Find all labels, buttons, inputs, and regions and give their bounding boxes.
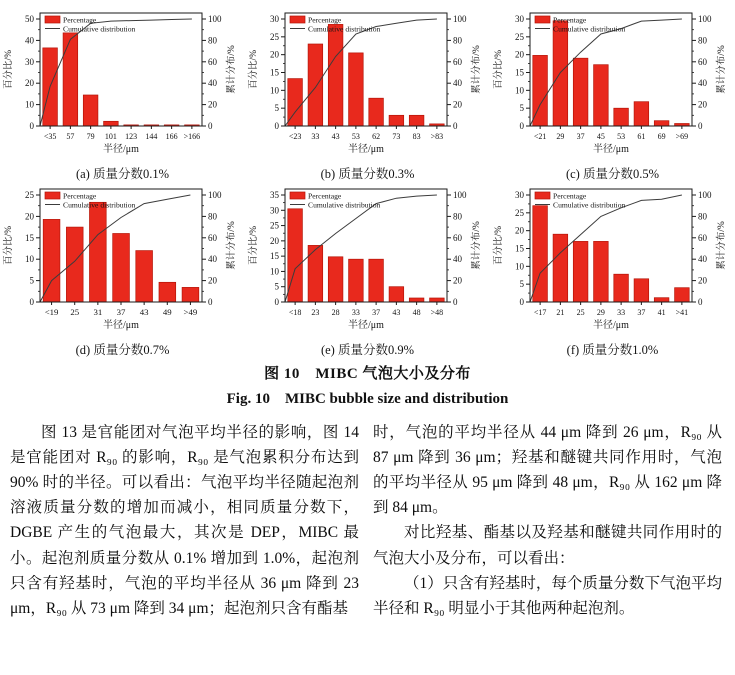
svg-text:15: 15 [270,251,279,262]
svg-text:>83: >83 [430,132,444,141]
panel-caption: (b) 质量分数0.3% [320,167,415,181]
svg-text:20: 20 [25,78,34,89]
svg-text:100: 100 [453,190,467,200]
svg-text:20: 20 [270,235,279,246]
paragraph: 图 13 是官能团对气泡平均半径的影响，图 14 是官能团对 R₉₀ 的影响，R₉₀ 是气泡累积分布达到 90% 时的半径。可以看出：气泡平均半径随起泡剂溶液质量分数的增加而减小，相同质量分数下，DGBE 产生的气泡最大，其次是 DEP，MIBC 最小。起泡剂质量分数从 0.1% 增加到 1.0%，起泡剂只含有羟基时，气泡的平均半径从 36 μm 降到 23 μm，R₉₀ 从 73 μm 降到 34 μm；起泡剂只含有酯基 [10,424,359,617]
left-axis-label: 百分比/% [249,225,259,266]
legend-bar-label: Percentage [308,191,342,201]
panel-caption: (a) 质量分数0.1% [75,167,170,181]
bar [113,234,130,303]
paragraph: 时，气泡的平均半径从 44 μm 降到 26 μm，R₉₀ 从 87 μm 降到 36 μm；羟基和醚键共同作用时，气泡的平均半径从 95 μm 降到 48 μm，R₉₀ 从 162 μm 降到 84 μm。 [373,424,722,517]
svg-text:25: 25 [576,308,585,317]
chart-panel-f [490,180,735,356]
svg-text:40: 40 [25,35,34,46]
svg-text:0: 0 [519,297,524,307]
bar [430,298,445,302]
svg-text:45: 45 [596,132,605,141]
svg-text:49: 49 [162,307,172,317]
svg-text:30: 30 [270,14,279,24]
svg-text:25: 25 [270,220,279,231]
svg-text:15: 15 [25,232,34,243]
svg-text:25: 25 [515,31,524,42]
legend-bar-label: Percentage [63,15,97,25]
bar-chart-c [490,4,735,166]
svg-text:57: 57 [66,132,75,141]
bar [675,288,690,302]
x-axis-label: 半径/μm [348,144,384,155]
svg-text:80: 80 [453,211,462,222]
legend-bar-label: Percentage [308,15,342,25]
svg-text:40: 40 [208,78,217,89]
svg-text:40: 40 [208,254,217,265]
left-axis-label: 百分比/% [249,49,259,90]
x-axis-label: 半径/μm [593,144,629,155]
chart-panel-e [245,180,490,356]
svg-text:20: 20 [698,99,707,110]
svg-text:62: 62 [372,132,381,141]
bar [614,274,629,302]
x-axis-label: 半径/μm [103,320,139,331]
svg-text:<21: <21 [533,132,547,141]
bar [328,24,343,126]
svg-text:10: 10 [515,85,524,96]
svg-text:0: 0 [29,121,34,131]
bar [573,58,588,126]
bar [594,65,609,126]
svg-text:60: 60 [698,232,707,243]
bar-chart-a [0,4,245,166]
svg-text:5: 5 [519,103,524,114]
right-axis-label: 累计分布/% [227,45,237,94]
paragraph: 对比羟基、酯基以及羟基和醚键共同作用时的气泡大小及分布，可以看出： [373,524,722,567]
svg-text:37: 37 [372,308,381,317]
svg-text:15: 15 [515,243,524,254]
right-axis-label: 累计分布/% [472,45,482,94]
svg-text:35: 35 [270,190,279,200]
svg-text:5: 5 [29,275,34,286]
svg-text:0: 0 [274,121,279,131]
svg-text:<17: <17 [533,308,547,317]
figure-caption-en: Fig. 10 MIBC bubble size and distribution [226,391,509,407]
svg-text:43: 43 [392,308,401,317]
svg-text:23: 23 [311,308,320,317]
bar [182,287,199,302]
svg-text:>166: >166 [183,132,201,141]
left-axis-label: 百分比/% [494,225,504,266]
panel-caption: (d) 质量分数0.7% [75,343,170,357]
svg-text:53: 53 [351,132,360,141]
svg-text:30: 30 [515,14,524,24]
bar [634,102,649,126]
svg-text:100: 100 [208,14,222,24]
bar [43,219,60,302]
svg-text:25: 25 [270,31,279,42]
panel-caption: (f) 质量分数1.0% [566,343,659,357]
svg-text:20: 20 [208,99,217,110]
svg-text:100: 100 [208,190,222,200]
bar [349,53,364,126]
svg-text:80: 80 [208,211,217,222]
svg-text:5: 5 [519,279,524,290]
chart-panel-c [490,4,735,180]
svg-text:80: 80 [698,35,707,46]
svg-text:10: 10 [25,99,34,110]
legend-bar-swatch [45,192,60,199]
bar [63,33,78,126]
svg-text:20: 20 [515,225,524,236]
svg-text:40: 40 [453,78,462,89]
paragraph: （1）只含有羟基时，每个质量分数下气泡平均半径和 R₉₀ 明显小于其他两种起泡剂。 [373,574,722,617]
legend-bar-swatch [45,16,60,23]
bar [409,298,424,302]
svg-text:28: 28 [331,308,340,317]
svg-text:79: 79 [86,132,95,141]
svg-text:10: 10 [25,254,34,265]
legend-line-label: Cumulative distribution [63,200,136,210]
svg-text:0: 0 [29,297,34,307]
svg-text:0: 0 [698,121,703,131]
svg-text:21: 21 [556,308,565,317]
svg-text:20: 20 [270,49,279,60]
bar [409,115,424,126]
svg-text:33: 33 [617,308,626,317]
svg-text:60: 60 [698,56,707,67]
bar [369,259,384,302]
svg-text:123: 123 [125,132,138,141]
legend-bar-label: Percentage [553,15,587,25]
svg-text:29: 29 [596,308,605,317]
svg-text:29: 29 [556,132,565,141]
svg-text:37: 37 [637,308,646,317]
legend-line-label: Cumulative distribution [308,24,381,34]
bar [614,108,629,126]
chart-panel-b [245,4,490,180]
svg-text:15: 15 [515,67,524,78]
svg-text:0: 0 [208,121,213,131]
svg-text:5: 5 [274,103,279,114]
legend-bar-label: Percentage [63,191,97,201]
svg-text:20: 20 [515,49,524,60]
bar [654,121,669,126]
svg-text:69: 69 [657,132,666,141]
left-axis-label: 百分比/% [4,49,14,90]
right-axis-label: 累计分布/% [472,221,482,270]
svg-text:0: 0 [698,297,703,307]
svg-text:20: 20 [453,275,462,286]
bar-chart-d [0,180,245,342]
svg-text:166: 166 [165,132,178,141]
bar [288,209,303,302]
svg-text:37: 37 [576,132,585,141]
svg-text:144: 144 [145,132,158,141]
svg-text:83: 83 [412,132,421,141]
legend-line-label: Cumulative distribution [553,200,626,210]
svg-text:25: 25 [70,307,80,317]
bar [308,44,323,126]
svg-text:40: 40 [698,254,707,265]
svg-text:10: 10 [515,261,524,272]
svg-text:60: 60 [208,56,217,67]
svg-text:100: 100 [453,14,467,24]
legend-bar-swatch [535,16,550,23]
bar [328,257,343,302]
legend-bar-swatch [535,192,550,199]
bar [136,251,153,302]
svg-text:25: 25 [515,207,524,218]
svg-text:30: 30 [515,190,524,200]
panel-caption: (c) 质量分数0.5% [565,167,660,181]
svg-text:100: 100 [698,190,712,200]
svg-text:30: 30 [270,205,279,216]
svg-text:48: 48 [412,308,421,317]
svg-text:10: 10 [270,85,279,96]
legend-line-label: Cumulative distribution [63,24,136,34]
svg-text:40: 40 [453,254,462,265]
svg-text:25: 25 [25,190,34,200]
svg-text:0: 0 [453,121,458,131]
legend-bar-label: Percentage [553,191,587,201]
svg-text:43: 43 [139,307,149,317]
svg-text:31: 31 [93,307,103,317]
bar-chart-e [245,180,490,342]
svg-text:20: 20 [453,99,462,110]
text-column-left [10,420,359,621]
x-axis-label: 半径/μm [103,144,139,155]
panel-caption: (e) 质量分数0.9% [320,343,415,357]
x-axis-label: 半径/μm [348,320,384,331]
svg-text:53: 53 [617,132,626,141]
chart-panel-a [0,4,245,180]
bar [553,234,568,302]
svg-text:60: 60 [453,56,462,67]
svg-text:0: 0 [208,297,213,307]
bar [573,241,588,302]
x-axis-label: 半径/μm [593,320,629,331]
svg-text:>49: >49 [183,307,198,317]
svg-text:20: 20 [208,275,217,286]
legend-bar-swatch [290,192,305,199]
bar [654,298,669,302]
text-column-right [373,420,722,621]
svg-text:15: 15 [270,67,279,78]
svg-text:60: 60 [453,232,462,243]
svg-text:80: 80 [698,211,707,222]
svg-text:20: 20 [25,211,34,222]
svg-text:<19: <19 [44,307,59,317]
legend-line-label: Cumulative distribution [308,200,381,210]
svg-text:43: 43 [331,132,340,141]
svg-text:37: 37 [116,307,126,317]
svg-text:33: 33 [311,132,320,141]
left-axis-label: 百分比/% [4,225,14,266]
svg-text:0: 0 [519,121,524,131]
bar [104,121,119,126]
chart-panel-d [0,180,245,356]
svg-text:0: 0 [274,297,279,307]
svg-text:10: 10 [270,266,279,277]
legend-line-label: Cumulative distribution [553,24,626,34]
svg-text:41: 41 [657,308,666,317]
svg-text:80: 80 [453,35,462,46]
right-axis-label: 累计分布/% [227,221,237,270]
svg-text:20: 20 [698,275,707,286]
svg-text:61: 61 [637,132,646,141]
bar [594,241,609,302]
svg-text:0: 0 [453,297,458,307]
bar [634,279,649,302]
svg-text:33: 33 [351,308,360,317]
svg-text:40: 40 [698,78,707,89]
svg-text:30: 30 [25,56,34,67]
svg-text:5: 5 [274,281,279,292]
bar [66,227,83,302]
bar [369,98,384,126]
bar [90,202,107,302]
bar [83,95,98,126]
bar [389,115,404,126]
left-axis-label: 百分比/% [494,49,504,90]
bar [349,259,364,302]
svg-text:73: 73 [392,132,401,141]
article-text [0,408,735,621]
svg-text:<23: <23 [288,132,302,141]
bar [159,282,176,302]
svg-text:101: 101 [104,132,117,141]
svg-text:50: 50 [25,14,34,24]
svg-text:>69: >69 [675,132,689,141]
svg-text:100: 100 [698,14,712,24]
right-axis-label: 累计分布/% [717,221,727,270]
right-axis-label: 累计分布/% [717,45,727,94]
legend-bar-swatch [290,16,305,23]
bar-chart-f [490,180,735,342]
bar [389,287,404,302]
bar-chart-b [245,4,490,166]
svg-text:<35: <35 [43,132,57,141]
figure-caption-zh: 图 10 MIBC 气泡大小及分布 [264,366,471,382]
svg-text:80: 80 [208,35,217,46]
svg-text:>41: >41 [675,308,689,317]
svg-text:>48: >48 [430,308,444,317]
svg-text:60: 60 [208,232,217,243]
svg-text:<18: <18 [288,308,302,317]
